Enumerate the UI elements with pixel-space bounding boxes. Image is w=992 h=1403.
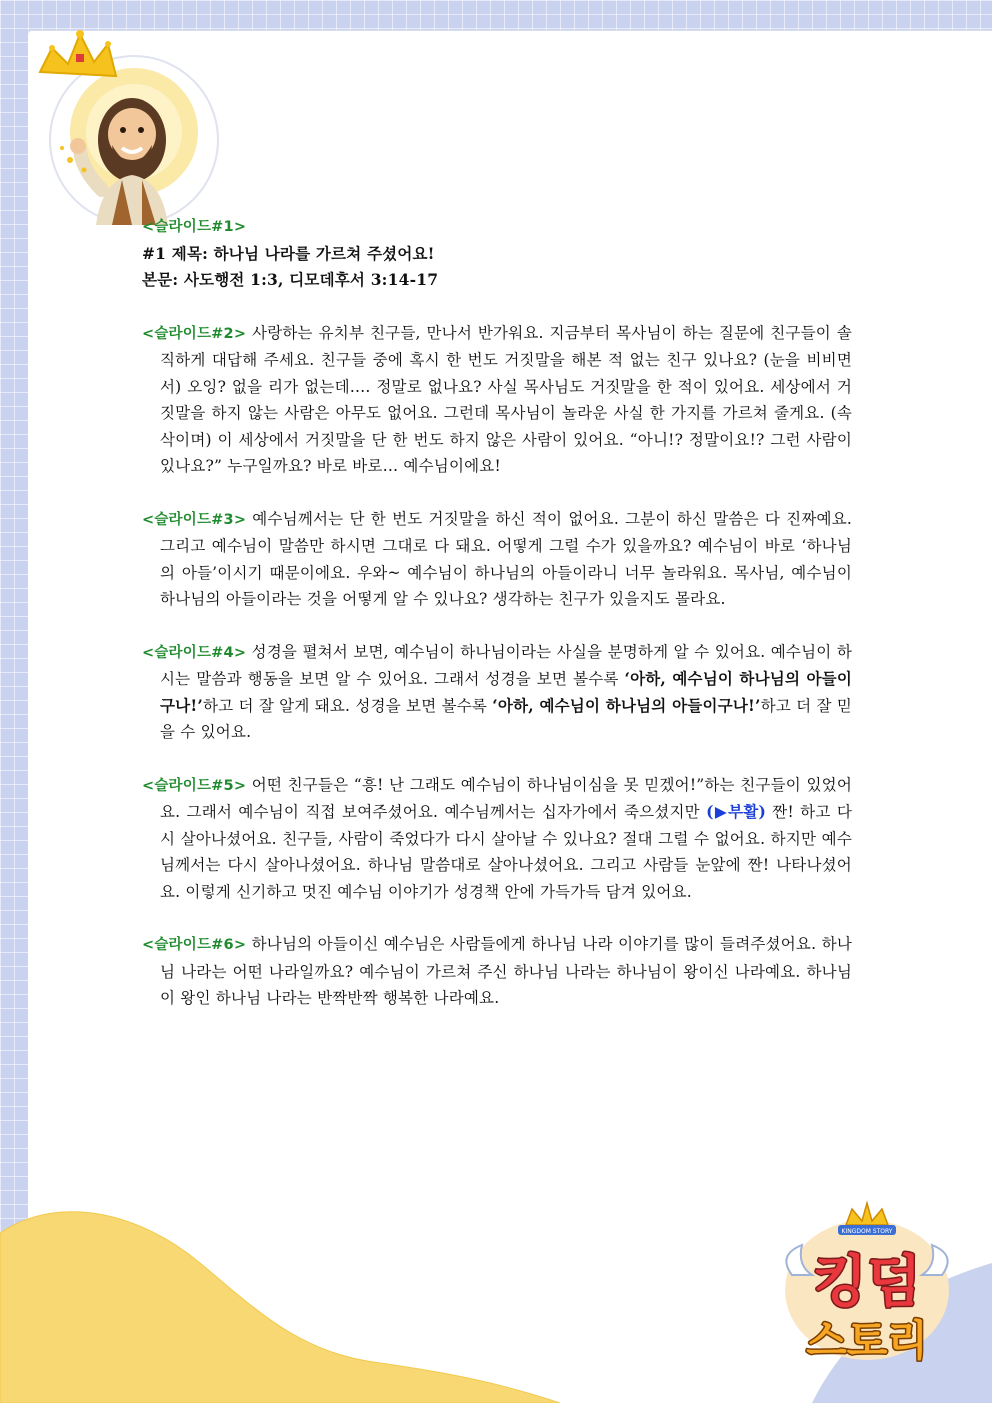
slide-5-tag: <슬라이드#5> <box>142 777 247 794</box>
sermon-title: #1 제목: 하나님 나라를 가르쳐 주셨어요! <box>142 243 435 263</box>
slide-5-paragraph <box>142 772 852 906</box>
slide-3-paragraph <box>142 506 852 613</box>
slide-2-text: 사랑하는 유치부 친구들, 만나서 반가워요. 지금부터 목사님이 하는 질문에 친구들이 솔직하게 대답해 주세요. 친구들 중에 혹시 한 번도 거짓말을 해본 적 없는 친구 있나요? (눈을 비비면서) 오잉? 없을 리가 없는데…. 정말로 없나요? 사실 목사님도 거짓말을 한 적이 있어요. 세상에서 거짓말을 하지 않는 사람은 아무도 없어요. 그런데 목사님이 놀라운 사실 한 가지를 가르쳐 줄게요. (속삭이며) 이 세상에서 거짓말을 단 한 번도 하지 않은 사람이 있어요. “아니!? 정말이요!? 그런 사람이 있나요?” 누구일까요? 바로 바로… 예수님이에요! <box>160 323 852 475</box>
yellow-wave-decoration <box>0 1203 560 1403</box>
slide-2-tag: <슬라이드#2> <box>142 325 247 342</box>
slide-6-paragraph <box>142 931 852 1012</box>
slide-1-tag: <슬라이드#1> <box>142 219 247 235</box>
slide-4-emphasis-b: ‘아하, 예수님이 하나님의 아들이구나!’ <box>492 695 761 715</box>
slide-4-paragraph <box>142 639 852 746</box>
slide-4-tag: <슬라이드#4> <box>142 644 247 661</box>
slide-4-emphasis-a: ‘아하, 예수님이 하나님의 아들이구나!’ <box>160 669 853 715</box>
slide-1-block <box>142 214 852 294</box>
slide-6-tag: <슬라이드#6> <box>142 937 247 953</box>
slide-5-text-b: 짠! 하고 다시 살아나셨어요. 친구들, 사람이 죽었다가 다시 살아날 수 있나요? 절대 그럴 수 없어요. 하지만 예수님께서는 다시 살아나셨어요. 하나님 말씀대로 살아나셨어요. 그리고 사람들 눈앞에 짠! 나타나셨어요. 이렇게 신기하고 멋진 예수님 이야기가 성경책 안에 가득가득 담겨 있어요. <box>160 803 852 901</box>
slide-4-text-c: 하고 더 잘 믿을 수 있어요. <box>160 696 852 741</box>
resurrection-cue: (▶부활) <box>706 802 766 821</box>
slide-2-paragraph <box>142 320 852 480</box>
slide-3-text: 예수님께서는 단 한 번도 거짓말을 하신 적이 없어요. 그분이 하신 말씀은 다 진짜예요. 그리고 예수님이 말씀만 하시면 그대로 다 돼요. 어떻게 그럴 수가 있을까요? 예수님이 바로 ‘하나님의 아들’이시기 때문이에요. 우와~ 예수님이 하나님의 아들이라니 너무 놀라워요. 목사님, 예수님이 하나님의 아들이라는 것을 어떻게 알 수 있나요? 생각하는 친구가 있을지도 몰라요. <box>160 509 852 608</box>
logo-line1: 킹덤 <box>812 1250 922 1315</box>
slide-6-text: 하나님의 아들이신 예수님은 사람들에게 하나님 나라 이야기를 많이 들려주셨어요. 하나님 나라는 어떤 나라일까요? 예수님이 가르쳐 주신 하나님 나라는 하나님이 왕이신 나라예요. 하나님이 왕인 하나님 나라는 반짝반짝 행복한 나라예요. <box>160 935 852 1007</box>
scripture-reference: 본문: 사도행전 1:3, 디모데후서 3:14-17 <box>142 270 439 289</box>
logo-top-text: KINGDOM STORY <box>841 1228 893 1235</box>
slide-3-tag: <슬라이드#3> <box>142 511 247 528</box>
jesus-mascot-illustration <box>22 20 232 225</box>
slide-4-text-a: 성경을 펼쳐서 보면, 예수님이 하나님이라는 사실을 분명하게 알 수 있어요. 예수님이 하시는 말씀과 행동을 보면 알 수 있어요. 그래서 성경을 보면 볼수록 <box>160 642 852 688</box>
kingdom-story-logo <box>772 1195 962 1375</box>
slide-5-text-a: 어떤 친구들은 “흥! 난 그래도 예수님이 하나님이심을 못 믿겠어!”하는 친구들이 있었어요. 그래서 예수님이 직접 보여주셨어요. 예수님께서는 십자가에서 죽으셨지만 <box>160 775 852 821</box>
logo-line2: 스토리 <box>806 1316 928 1365</box>
slide-4-text-b: 하고 더 잘 알게 돼요. 성경을 보면 볼수록 <box>202 696 493 715</box>
sermon-script <box>142 214 852 1038</box>
